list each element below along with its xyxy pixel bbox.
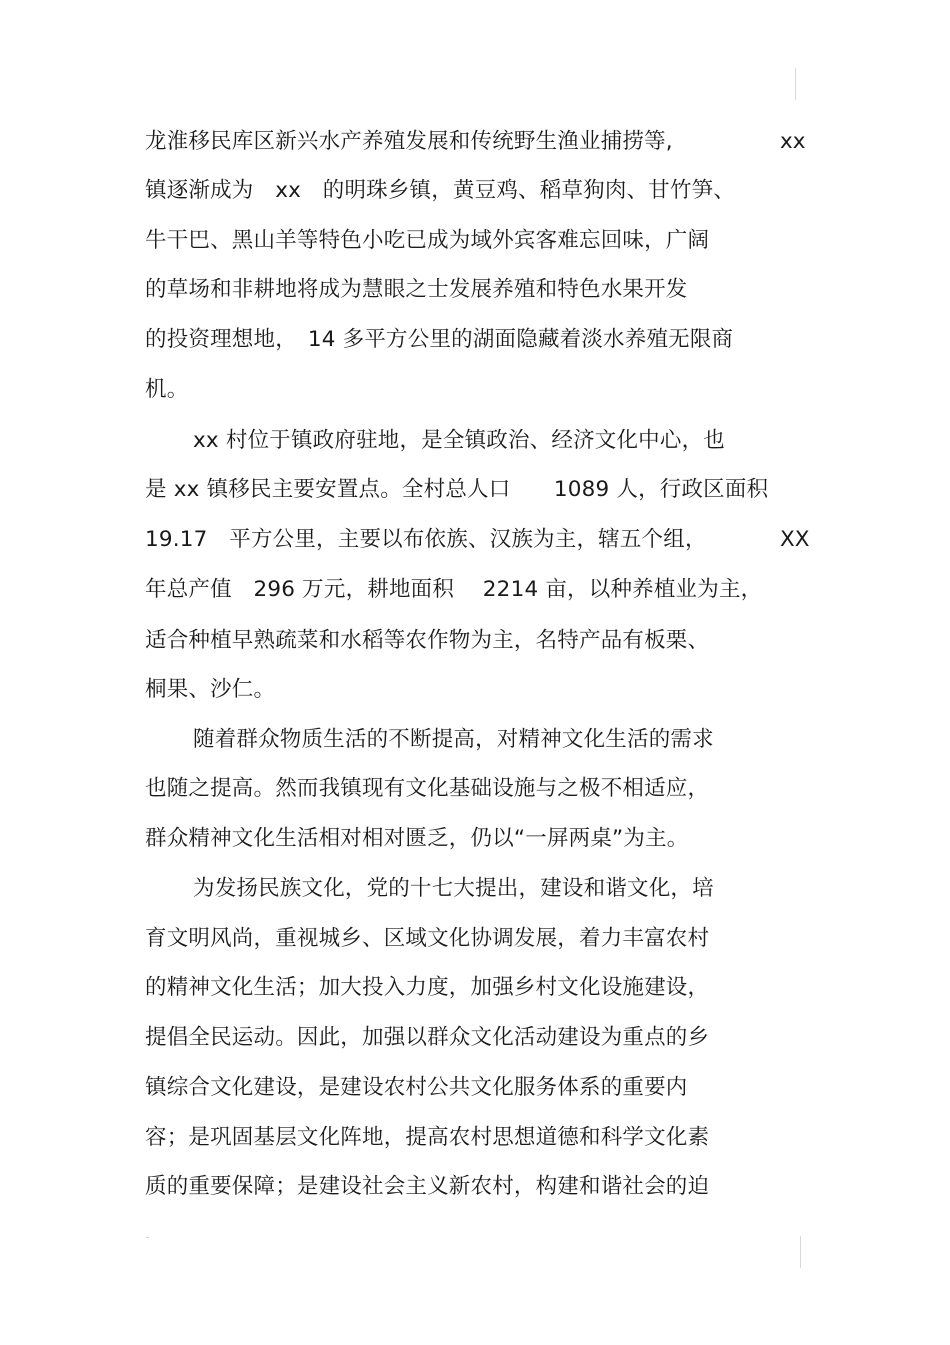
page-corner-mark	[146, 1237, 149, 1238]
text-line: 育文明风尚，重视城乡、区域文化协调发展，着力丰富农村	[145, 926, 710, 951]
text-line: 牛干巴、黑山羊等特色小吃已成为域外宾客难忘回味，广阔	[145, 228, 710, 253]
paragraph-first-line: xx 村位于镇政府驻地，是全镇政治、经济文化中心，也	[193, 428, 725, 453]
text-line: 容；是巩固基层文化阵地，提高农村思想道德和科学文化素	[145, 1125, 710, 1150]
page-edge-mark-top	[795, 68, 796, 100]
text-line: 机。	[145, 377, 189, 402]
text-line: 的精神文化生活；加大投入力度，加强乡村文化设施建设，	[145, 975, 710, 1000]
text-line: 19.17 平方公里，主要以布依族、汉族为主，辖五个组，	[145, 527, 707, 552]
text-token: XX	[780, 527, 810, 552]
paragraph-first-line: 随着群众物质生活的不断提高，对精神文化生活的需求	[193, 727, 714, 752]
text-line: 桐果、沙仁。	[145, 677, 276, 702]
text-line: 镇逐渐成为 xx 的明珠乡镇，黄豆鸡、稻草狗肉、甘竹笋、	[145, 178, 736, 203]
text-line: 是 xx 镇移民主要安置点。全村总人口 1089 人，行政区面积	[145, 477, 769, 502]
page-edge-mark-bottom	[800, 1236, 801, 1268]
text-token: xx	[780, 129, 806, 154]
text-line: 的投资理想地， 14 多平方公里的湖面隐藏着淡水养殖无限商	[145, 327, 734, 352]
text-line: 群众精神文化生活相对相对匮乏，仍以“一屏两桌”为主。	[145, 826, 689, 851]
paragraph-first-line: 为发扬民族文化，党的十七大提出，建设和谐文化，培	[193, 876, 714, 901]
text-line: 年总产值 296 万元，耕地面积 2214 亩，以种养植业为主，	[145, 577, 763, 602]
text-line: 适合种植早熟疏菜和水稻等农作物为主，名特产品有板栗、	[145, 628, 710, 653]
text-line: 镇综合文化建设，是建设农村公共文化服务体系的重要内	[145, 1075, 688, 1100]
text-line: 也随之提高。然而我镇现有文化基础设施与之极不相适应，	[145, 776, 710, 801]
text-line: 龙淮移民库区新兴水产养殖发展和传统野生渔业捕捞等,	[145, 129, 673, 154]
text-line: 的草场和非耕地将成为慧眼之士发展养殖和特色水果开发	[145, 277, 688, 302]
text-line: 质的重要保障；是建设社会主义新农村，构建和谐社会的迫	[145, 1174, 710, 1199]
text-line: 提倡全民运动。因此，加强以群众文化活动建设为重点的乡	[145, 1025, 710, 1050]
